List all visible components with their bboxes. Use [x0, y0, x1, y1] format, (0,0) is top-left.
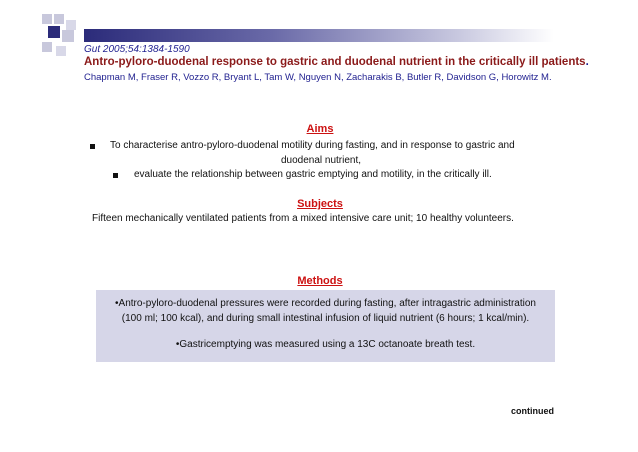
continued-label: continued — [511, 406, 554, 416]
aims-heading: Aims — [306, 123, 334, 135]
aims-bullet2: evaluate the relationship between gastric emptying and motility, in the critically ill. — [134, 169, 492, 180]
paper-title-text: Antro-pyloro-duodenal response to gastric and duodenal nutrient in the critically ill patients — [84, 56, 586, 68]
subjects-text: Fifteen mechanically ventilated patients from a mixed intensive care unit; 10 healthy volunteers. — [92, 213, 514, 224]
aims-bullet1-line1: To characterise antro-pyloro-duodenal motility during fasting, and in response to gastric and — [110, 140, 515, 151]
methods-line1: •Antro-pyloro-duodenal pressures were recorded during fasting, after intragastric administration — [115, 298, 536, 309]
bullet-square-icon — [113, 173, 118, 178]
subjects-heading: Subjects — [297, 198, 343, 210]
bullet-square-icon — [90, 144, 95, 149]
methods-box — [96, 290, 555, 362]
paper-title — [84, 56, 589, 68]
paper-title-suffix: . — [585, 56, 589, 68]
citation: Gut 2005;54:1384-1590 — [84, 44, 190, 55]
methods-heading: Methods — [297, 275, 343, 287]
methods-line3: •Gastricemptying was measured using a 13C octanoate breath test. — [175, 339, 476, 350]
authors: Chapman M, Fraser R, Vozzo R, Bryant L, Tam W, Nguyen N, Zacharakis B, Butler R, Davidson G, Horowitz M. — [84, 72, 552, 83]
methods-line2: (100 ml; 100 kcal), and during small intestinal infusion of liquid nutrient (6 hours; 1 kcal/min). — [121, 313, 530, 324]
aims-bullet1-line2: duodenal nutrient, — [280, 155, 362, 166]
header-gradient-bar — [84, 29, 554, 42]
